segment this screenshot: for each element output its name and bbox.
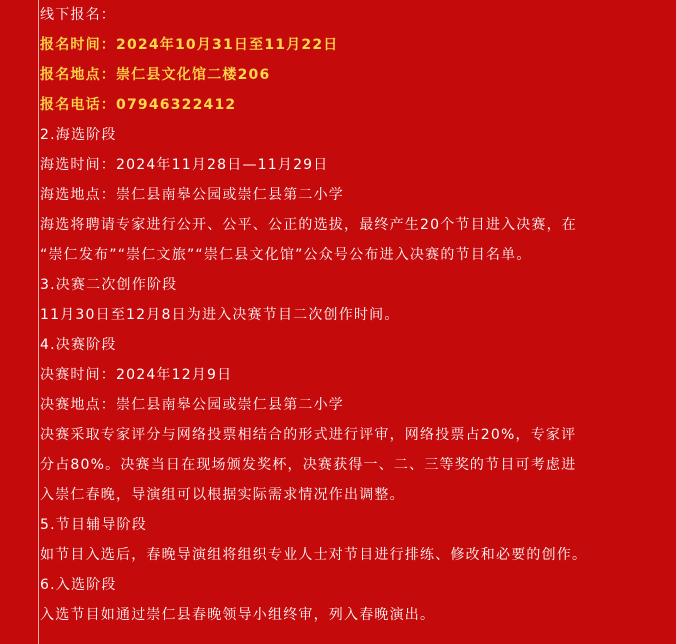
coaching-desc: 如节目入选后，春晚导演组将组织专业人士对节目进行排练、修改和必要的创作。 [40,547,588,563]
final-desc-line-3: 入崇仁春晚，导演组可以根据实际需求情况作出调整。 [40,487,405,503]
final-desc-line-2: 分占80%。决赛当日在现场颁发奖杯，决赛获得一、二、三等奖的节目可考虑进 [40,457,577,473]
audition-time: 海选时间：2024年11月28日—11月29日 [40,157,329,173]
signup-location: 报名地点：崇仁县文化馆二楼206 [40,67,271,83]
document-body [40,0,670,630]
final-desc-line-1: 决赛采取专家评分与网络投票相结合的形式进行评审，网络投票占20%，专家评 [40,427,577,443]
audition-desc-line-2: “崇仁发布”“崇仁文旅”“崇仁县文化馆”公众号公布进入决赛的节目名单。 [40,247,532,263]
audition-location: 海选地点：崇仁县南皋公园或崇仁县第二小学 [40,187,344,203]
selection-desc: 入选节目如通过崇仁县春晚领导小组终审，列入春晚演出。 [40,607,436,623]
recreation-heading: 3.决赛二次创作阶段 [40,277,178,293]
offline-signup-heading: 线下报名： [40,7,116,23]
recreation-desc: 11月30日至12月8日为进入决赛节目二次创作时间。 [40,307,400,323]
audition-desc-line-1: 海选将聘请专家进行公开、公平、公正的选拔，最终产生20个节目进入决赛，在 [40,217,578,233]
selection-heading: 6.入选阶段 [40,577,117,593]
final-time: 决赛时间：2024年12月9日 [40,367,233,383]
audition-heading: 2.海选阶段 [40,127,117,143]
left-border-line [38,0,39,644]
final-location: 决赛地点：崇仁县南皋公园或崇仁县第二小学 [40,397,344,413]
coaching-heading: 5.节目辅导阶段 [40,517,147,533]
signup-time: 报名时间：2024年10月31日至11月22日 [40,37,339,53]
final-heading: 4.决赛阶段 [40,337,117,353]
signup-phone: 报名电话：07946322412 [40,97,237,113]
